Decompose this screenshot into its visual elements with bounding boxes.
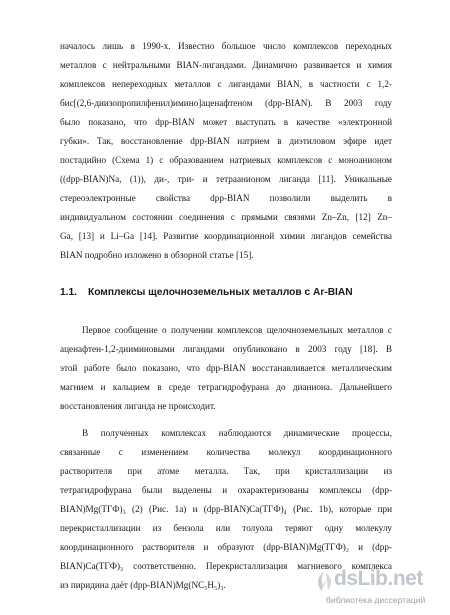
watermark-logo: dsLib.net xyxy=(334,567,423,590)
text-line: связанные с изменением количества молекул координационного xyxy=(60,447,392,457)
text-line: восстановления лиганда не происходит. xyxy=(60,401,216,411)
text-line: металлов с нейтральными BIAN-лигандами. Динамично развивается и химия xyxy=(60,60,392,70)
text-line: BIAN)Mg(ТГФ)₃ (2) (Рис. 1a) и (dpp-BIAN)Ca(ТГФ)₄ (Рис. 1b), которые при xyxy=(60,504,392,514)
text-line: Первое сообщение о получении комплексов щелочноземельных металлов с xyxy=(82,325,392,335)
text-line: из пиридина даёт (dpp-BIAN)Mg(NC₅H₅)₃. xyxy=(60,580,226,590)
text-line: этой работе было показано, что dpp-BIAN восстанавливается металлическим xyxy=(60,363,392,373)
text-line: ((dpp-BIAN)Na, (1)), ди-, три- и тетраанионом лиганда [11]. Уникальные xyxy=(60,174,392,184)
text-line: магнием и кальцием в среде тетрагидрофурана до дианиона. Дальнейшего xyxy=(60,382,392,392)
text-line: BIAN подробно изложено в обзорной статье [15]. xyxy=(60,250,254,260)
text-line: Ga, [13] и Li–Ga [14]. Развитие координационной химии лигандов семейства xyxy=(60,231,392,241)
text-line: комплексов непереходных металлов с лигандами BIAN, в частности с 1,2- xyxy=(60,79,392,89)
watermark-caption: библиотека диссертаций xyxy=(326,595,426,605)
text-line: BIAN)Ca(ТГФ)₃ соответственно. Перекристаллизация магниевого комплекса xyxy=(60,561,392,571)
section-title: Комплексы щелочноземельных металлов с Ar-BIAN xyxy=(88,287,353,298)
text-line: губки». Так, восстановление dpp-BIAN натрием в диэтиловом эфире идет xyxy=(60,136,392,146)
leaf-logo-icon xyxy=(314,569,334,593)
text-line: В полученных комплексах наблюдаются динамические процессы, xyxy=(82,428,392,438)
text-line: бис[(2,6-диизопропилфенил)имино]аценафтеном (dpp-BIAN). В 2003 году xyxy=(60,98,392,108)
text-line: координационного растворителя и образуют (dpp-BIAN)Mg(ТГФ)₂ и (dpp- xyxy=(60,542,392,552)
text-line: постадийно (Схема 1) с образованием натриевых комплексов с моноанионом xyxy=(60,155,392,165)
text-line: стереоэлектронные свойства dpp-BIAN позволили выделить в xyxy=(60,193,392,203)
watermark xyxy=(312,565,446,609)
text-line: перекристаллизации из бензола или толуола теряют одну молекулу xyxy=(60,523,392,533)
text-line: было показано, что dpp-BIAN может выступать в качестве «электронной xyxy=(60,117,392,127)
text-line: аценафтен-1,2-дииминовыми лигандами опубликовано в 2003 году [18]. В xyxy=(60,344,392,354)
text-line: началось лишь в 1990-х. Известно большое число комплексов переходных xyxy=(60,41,392,51)
text-line: тетрагидрофурана были выделены и охарактеризованы комплексы (dpp- xyxy=(60,485,392,495)
text-line: растворителя при атоме металла. Так, при кристаллизации из xyxy=(60,466,392,476)
text-line: индивидуальном состоянии соединения с прямыми связями Zn–Zn, [12] Zn– xyxy=(60,212,392,222)
section-heading xyxy=(60,287,353,298)
section-number: 1.1. xyxy=(60,287,77,298)
